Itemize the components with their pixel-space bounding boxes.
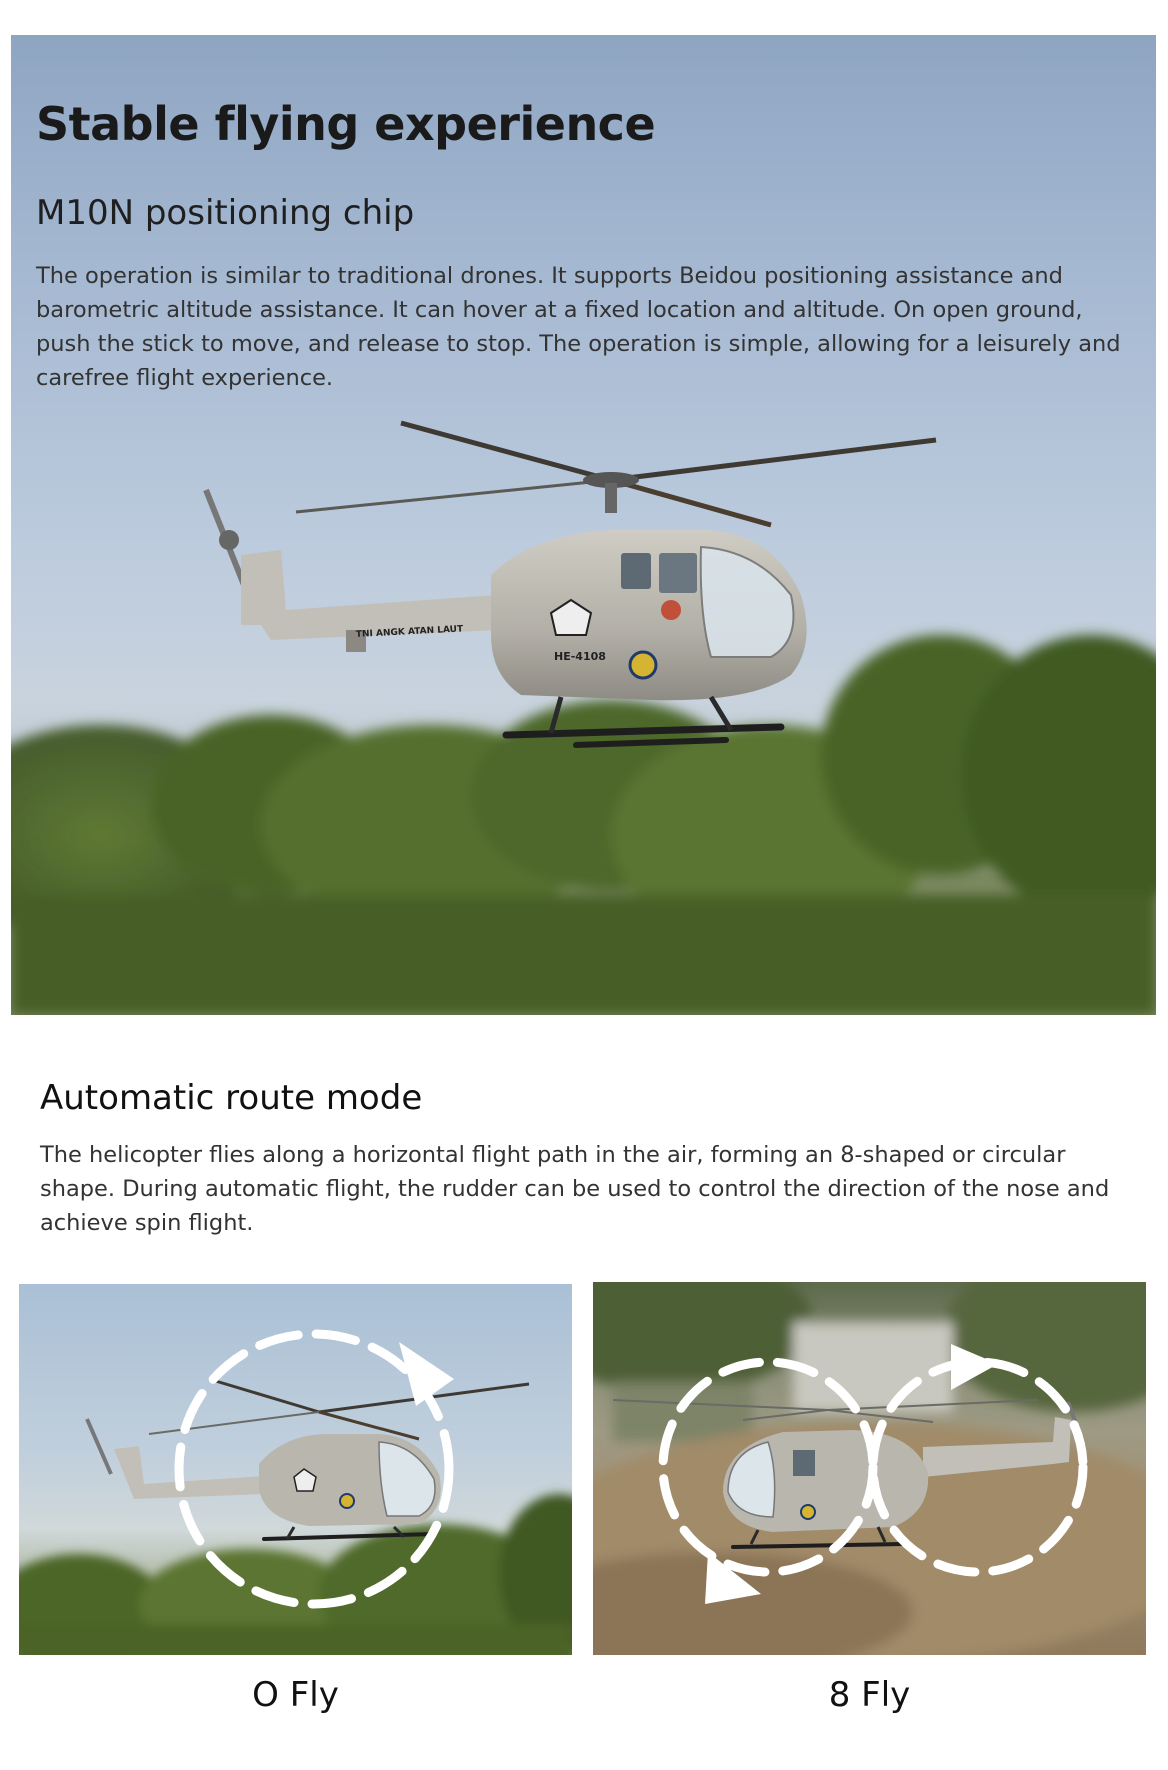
o-fly-image (19, 1284, 572, 1655)
hero-banner (11, 35, 1156, 1015)
page-title: Stable flying experience (36, 97, 656, 151)
section-subtitle: M10N positioning chip (36, 193, 415, 233)
eight-fly-image (593, 1282, 1146, 1655)
figure-eight-path-icon (593, 1282, 1146, 1655)
circle-path-icon (19, 1284, 572, 1655)
tail-number-text: HE-4108 (554, 650, 606, 663)
fuselage-text: TNI ANGK ATAN LAUT (355, 624, 464, 640)
hero-helicopter-image (11, 35, 1156, 1015)
hero-description: The operation is similar to traditional drones. It supports Beidou positioning assistance and barometric altitude assistance. It can hover at a fixed location and altitude. On open ground, push the stick to move, and release to stop. The operation is simple, allowing for a leisurely and carefree flight experience. (36, 263, 1121, 391)
mode-label-8-fly: 8 Fly (828, 1675, 911, 1715)
mode-label-o-fly: O Fly (252, 1675, 339, 1715)
route-mode-title: Automatic route mode (40, 1078, 423, 1118)
route-mode-description: The helicopter flies along a horizontal flight path in the air, forming an 8-shaped or circular shape. During automatic flight, the rudder can be used to control the direction of the nose and achieve spin flight. (40, 1142, 1110, 1236)
